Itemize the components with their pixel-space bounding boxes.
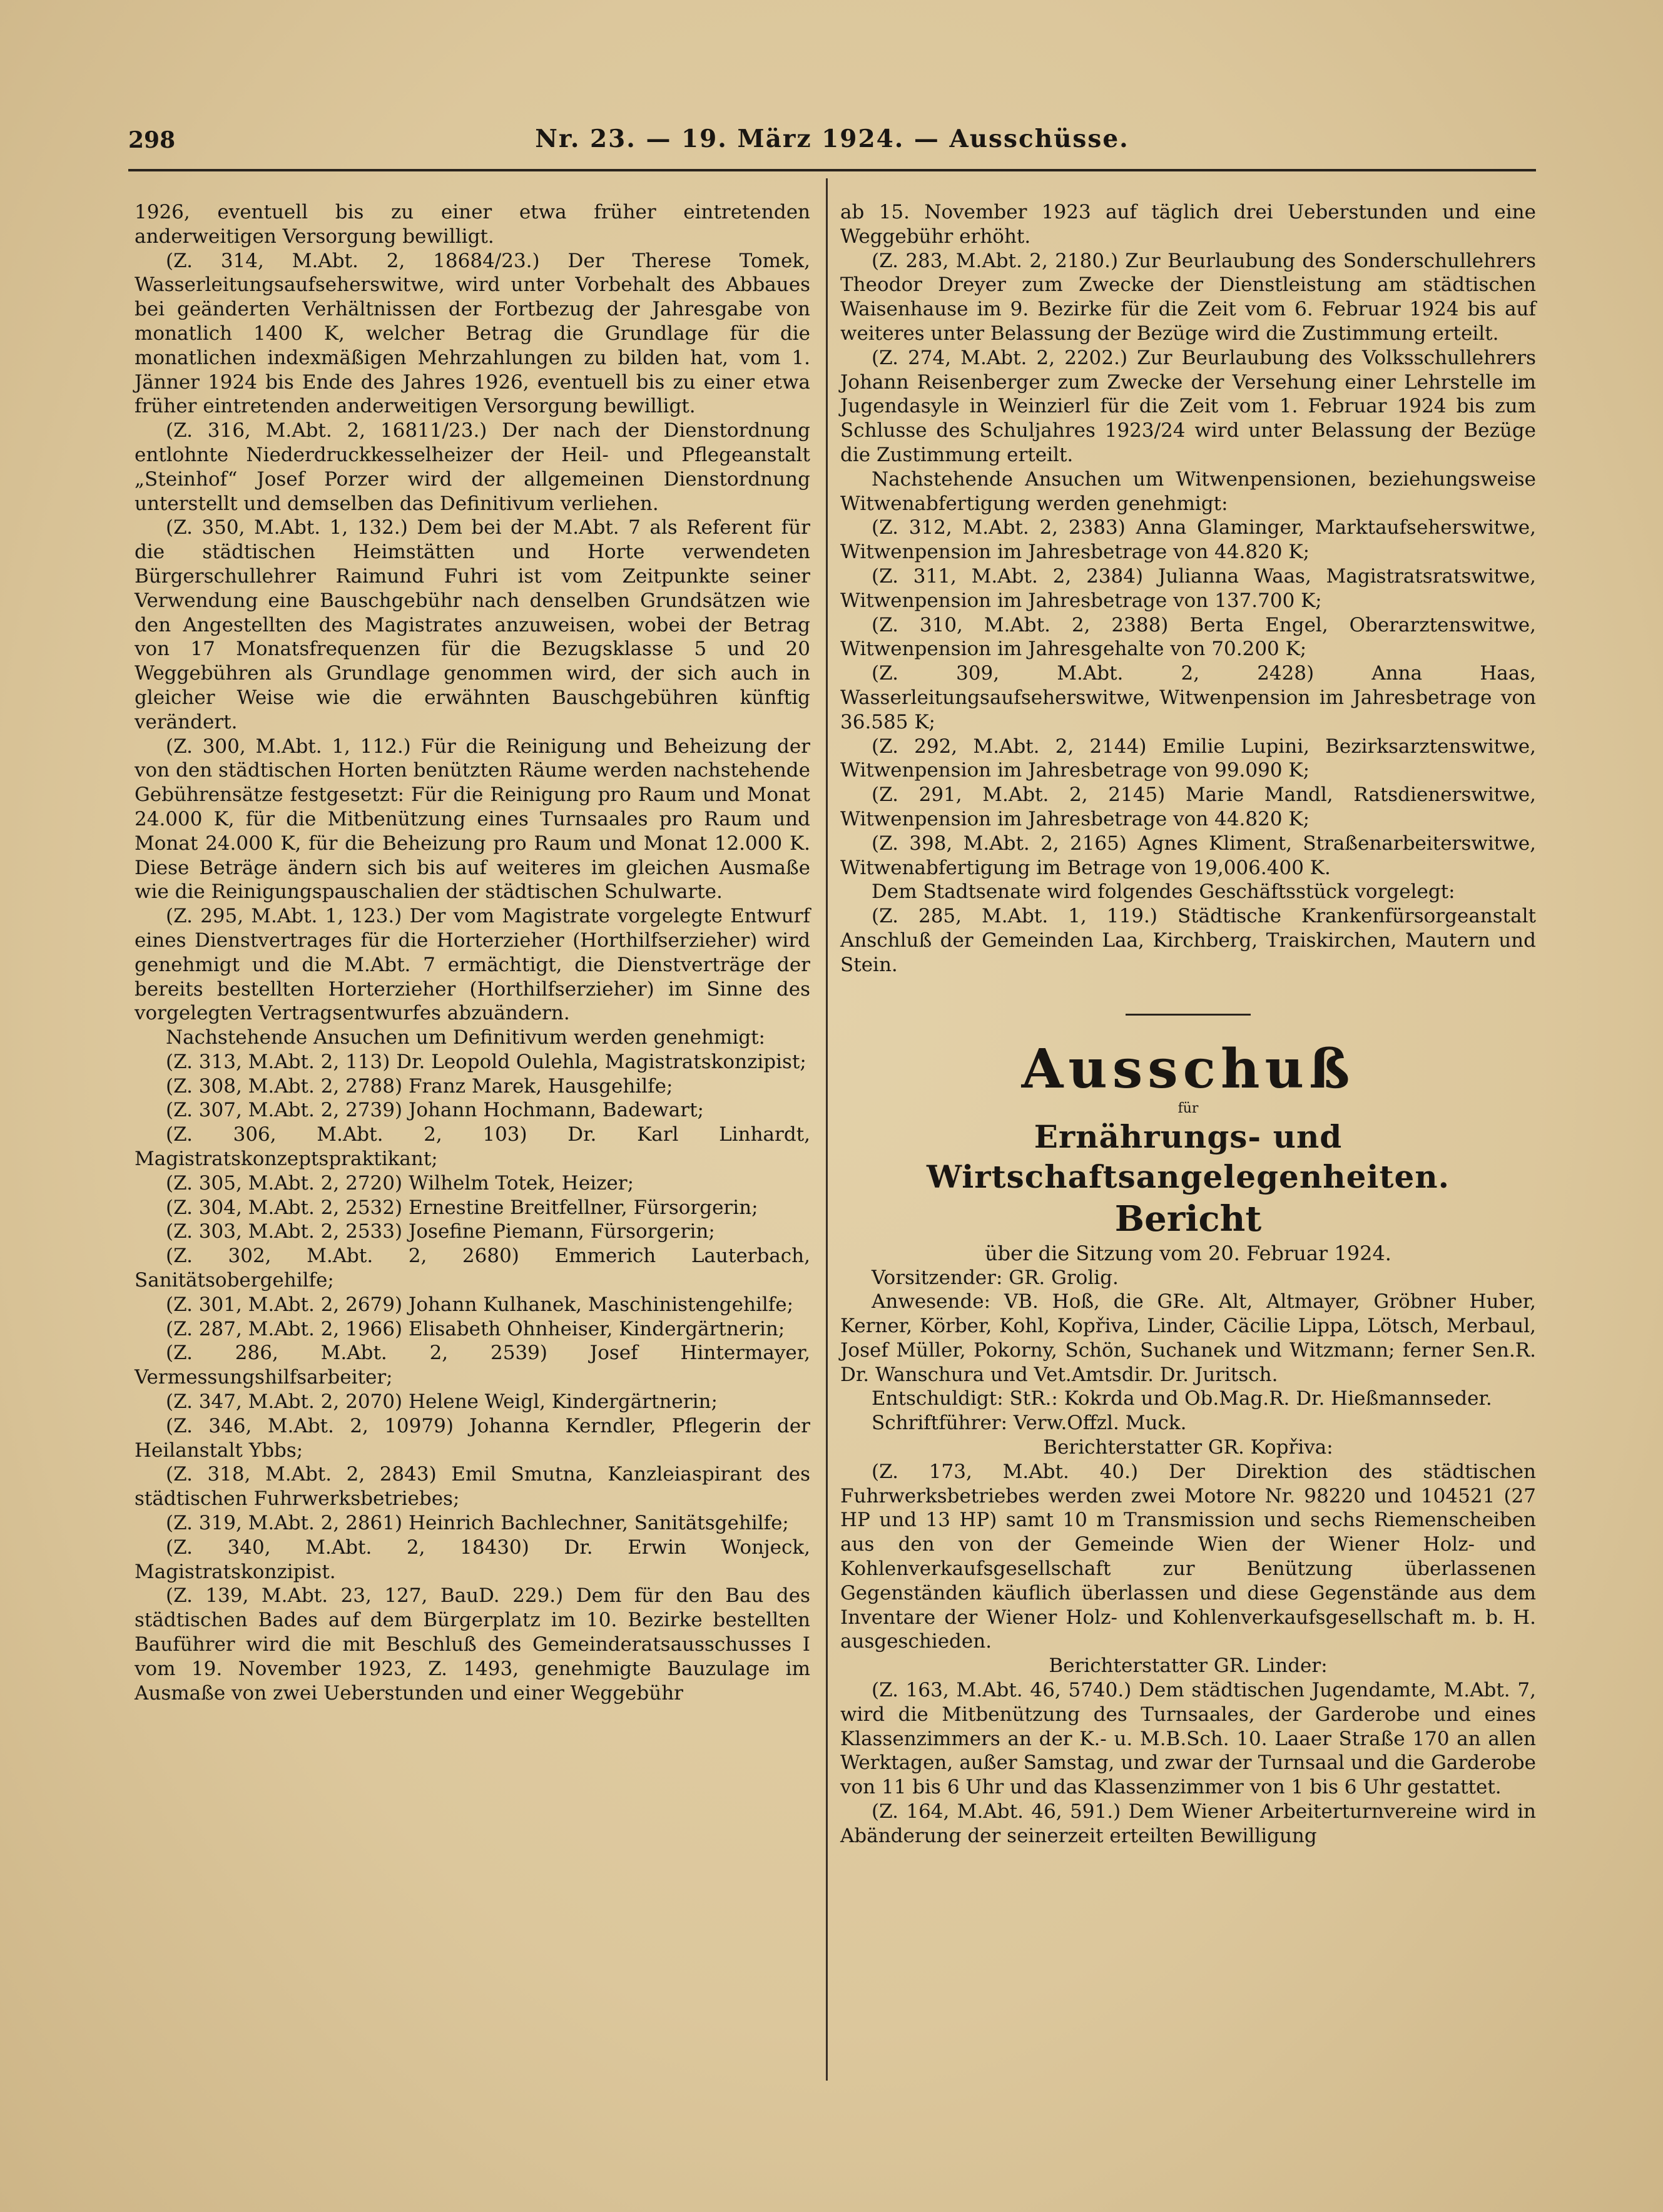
list-item: (Z. 302, M.Abt. 2, 2680) Emmerich Lauterbach, Sanitätsobergehilfe;: [135, 1245, 810, 1292]
list-item: (Z. 303, M.Abt. 2, 2533) Josefine Piemann, Fürsorgerin;: [166, 1220, 715, 1243]
committee-heading: [840, 1038, 1536, 1266]
list-item: (Z. 310, M.Abt. 2, 2388) Berta Engel, Oberarztenswitwe, Witwenpension im Jahresgehalte von 70.200 K;: [840, 613, 1536, 661]
rapporteur-heading: Berichterstatter GR. Kopřiva:: [1043, 1436, 1333, 1459]
list-item: (Z. 307, M.Abt. 2, 2739) Johann Hochmann, Badewart;: [166, 1099, 704, 1122]
list-item: (Z. 286, M.Abt. 2, 2539) Josef Hintermayer, Vermessungshilfsarbeiter;: [135, 1342, 810, 1389]
paragraph: 1926, eventuell bis zu einer etwa früher eintretenden anderweitigen Versorgung bewilligt.: [135, 201, 810, 248]
paragraph: (Z. 164, M.Abt. 46, 591.) Dem Wiener Arbeiterturnvereine wird in Abänderung der seinerzeit erteilten Bewilligung: [840, 1800, 1536, 1847]
list-item: (Z. 304, M.Abt. 2, 2532) Ernestine Breitfellner, Fürsorgerin;: [166, 1196, 758, 1219]
list-item: (Z. 308, M.Abt. 2, 2788) Franz Marek, Hausgehilfe;: [166, 1074, 673, 1098]
list-item: (Z. 346, M.Abt. 2, 10979) Johanna Kerndler, Pflegerin der Heilanstalt Ybbs;: [135, 1414, 810, 1462]
paragraph: (Z. 173, M.Abt. 40.) Der Direktion des städtischen Fuhrwerksbetriebes werden zwei Motore Nr. 98220 und 104521 (27 HP und 13 HP) samt 10 m Transmission und sechs Riemenscheiben aus den von der Gemeinde Wien der Wiener Holz- und Kohlenverkaufsgesellschaft zur Benützung überlassenen Gegenständen käuflich überlassen und diese Gegenstände aus dem Inventare der Wiener Holz- und Kohlenverkaufsgesellschaft m. b. H. ausgeschieden.: [840, 1460, 1536, 1653]
header-rule: [128, 169, 1536, 171]
list-item: (Z. 287, M.Abt. 2, 1966) Elisabeth Ohnheiser, Kindergärtnerin;: [166, 1317, 785, 1340]
list-item: (Z. 292, M.Abt. 2, 2144) Emilie Lupini, Bezirksarztenswitwe, Witwenpension im Jahresbetrage von 99.090 K;: [840, 735, 1536, 782]
right-column: [840, 200, 1536, 1848]
paragraph: (Z. 295, M.Abt. 1, 123.) Der vom Magistrate vorgelegte Entwurf eines Dienstvertrages für die Horterzieher (Horthilfserzieher) wird genehmigt und die M.Abt. 7 ermächtigt, die Dienstverträge der bereits bestellten Horterzieher (Horthilfserzieher) im Sinne des vorgelegten Vertragsentwurfes abzuändern.: [135, 905, 810, 1025]
paragraph: Dem Stadtsenate wird folgendes Geschäftsstück vorgelegt:: [872, 880, 1455, 904]
report-title: Bericht: [1114, 1198, 1262, 1240]
paragraph: (Z. 139, M.Abt. 23, 127, BauD. 229.) Dem für den Bau des städtischen Bades auf dem Bürgerplatz im 10. Bezirke bestellten Bauführer wird die mit Beschluß des Gemeinderatsausschusses I vom 19. November 1923, Z. 1493, genehmigte Bauzulage im Ausmaße von zwei Ueberstunden und einer Weggebühr: [135, 1584, 810, 1705]
paragraph: Nachstehende Ansuchen um Witwenpensionen, beziehungsweise Witwenabfertigung werden genehmigt:: [840, 467, 1536, 515]
paragraph: Nachstehende Ansuchen um Definitivum werden genehmigt:: [166, 1026, 765, 1049]
list-item: (Z. 309, M.Abt. 2, 2428) Anna Haas, Wasserleitungsaufseherswitwe, Witwenpension im Jahresbetrage von 36.585 K;: [840, 662, 1536, 733]
paragraph: (Z. 314, M.Abt. 2, 18684/23.) Der Therese Tomek, Wasserleitungsaufseherswitwe, wird unter Vorbehalt des Abbaues bei geänderten Verhältnissen der Fortbezug der Jahresgabe von monatlich 1400 K, welcher Betrag die Grundlage für die monatlichen indexmäßigen Mehrzahlungen zu bilden hat, vom 1. Jänner 1924 bis Ende des Jahres 1926, eventuell bis zu einer etwa früher eintretenden anderweitigen Versorgung bewilligt.: [135, 249, 810, 418]
attendees-paragraph: Anwesende: VB. Hoß, die GRe. Alt, Altmayer, Gröbner Huber, Kerner, Körber, Kohl, Kopřiva, Linder, Cäcilie Lippa, Lötsch, Merbaul, Josef Müller, Pokorny, Schön, Suchanek und Witzmann; ferner Sen.R. Dr. Wanschura und Vet.Amtsdir. Dr. Juritsch.: [840, 1290, 1536, 1386]
list-item: (Z. 311, M.Abt. 2, 2384) Julianna Waas, Magistratsratswitwe, Witwenpension im Jahresbetrage von 137.700 K;: [840, 564, 1536, 612]
section-divider: [1126, 1014, 1251, 1016]
paragraph: (Z. 283, M.Abt. 2, 2180.) Zur Beurlaubung des Sonderschullehrers Theodor Dreyer zum Zwecke der Dienstleistung am städtischen Waisenhause im 9. Bezirke für die Zeit vom 6. Februar 1924 bis auf weiteres unter Belassung der Bezüge wird die Zustimmung erteilt.: [840, 249, 1536, 345]
paragraph: (Z. 285, M.Abt. 1, 119.) Städtische Krankenfürsorgeanstalt Anschluß der Gemeinden Laa, Kirchberg, Traiskirchen, Mautern und Stein.: [840, 905, 1536, 976]
rapporteur-heading: Berichterstatter GR. Linder:: [1049, 1654, 1328, 1678]
paragraph: (Z. 163, M.Abt. 46, 5740.) Dem städtischen Jugendamte, M.Abt. 7, wird die Mitbenützung des Turnsaales, der Garderobe und eines Klassenzimmers an der K.- u. M.B.Sch. 10. Laaer Straße 170 an allen Werktagen, außer Samstag, und zwar der Turnsaal und die Garderobe von 11 bis 6 Uhr und das Klassenzimmer von 1 bis 6 Uhr gestattet.: [840, 1679, 1536, 1799]
list-item: (Z. 312, M.Abt. 2, 2383) Anna Glaminger, Marktaufseherswitwe, Witwenpension im Jahresbetrage von 44.820 K;: [840, 516, 1536, 564]
list-item: (Z. 340, M.Abt. 2, 18430) Dr. Erwin Wonjeck, Magistratskonzipist.: [135, 1536, 810, 1583]
list-item: (Z. 398, M.Abt. 2, 2165) Agnes Kliment, Straßenarbeiterswitwe, Witwenabfertigung im Betrage von 19,006.400 K.: [840, 832, 1536, 879]
paragraph: (Z. 350, M.Abt. 1, 132.) Dem bei der M.Abt. 7 als Referent für die städtischen Heimstätten und Horte verwendeten Bürgerschullehrer Raimund Fuhri ist vom Zeitpunkte seiner Verwendung eine Bauschgebühr nach denselben Grundsätzen wie den Angestellten des Magistrates anzuweisen, wobei der Betrag von 17 Monatsfrequenzen für die Bezugsklasse 5 und 20 Weggebühren als Grundlage genommen wird, der sich auch in gleicher Weise wie die erwähnten Bauschgebühren künftig verändert.: [135, 516, 810, 733]
session-date: über die Sitzung vom 20. Februar 1924.: [985, 1241, 1391, 1265]
excused-line: Entschuldigt: StR.: Kokrda und Ob.Mag.R. Dr. Hießmannseder.: [872, 1387, 1492, 1410]
list-item: (Z. 318, M.Abt. 2, 2843) Emil Smutna, Kanzleiaspirant des städtischen Fuhrwerksbetriebes;: [135, 1463, 810, 1511]
committee-subtitle: Ernährungs- und Wirtschaftsangelegenheiten.: [926, 1118, 1450, 1195]
page-header: [128, 122, 1536, 160]
chairman-line: Vorsitzender: GR. Grolig.: [872, 1266, 1119, 1289]
list-item: (Z. 305, M.Abt. 2, 2720) Wilhelm Totek, Heizer;: [166, 1171, 634, 1195]
paragraph: (Z. 300, M.Abt. 1, 112.) Für die Reinigung und Beheizung der von den städtischen Horten benützten Räume werden nachstehende Gebührensätze festgesetzt: Für die Reinigung pro Raum und Monat 24.000 K, für die Mitbenützung eines Turnsaales pro Raum und Monat 24.000 K, für die Beheizung pro Raum und Monat 12.000 K. Diese Beträge ändern sich bis auf weiteres im gleichen Ausmaße wie die Reinigungspauschalien der städtischen Schulwarte.: [135, 735, 810, 904]
list-item: (Z. 347, M.Abt. 2, 2070) Helene Weigl, Kindergärtnerin;: [166, 1390, 718, 1414]
paragraph: ab 15. November 1923 auf täglich drei Ueberstunden und eine Weggebühr erhöht.: [840, 201, 1536, 248]
list-item: (Z. 301, M.Abt. 2, 2679) Johann Kulhanek, Maschinistengehilfe;: [166, 1293, 794, 1316]
committee-fuer: für: [1177, 1100, 1199, 1116]
column-divider: [826, 178, 828, 2081]
page-number: 298: [128, 127, 176, 153]
running-head: Nr. 23. — 19. März 1924. — Ausschüsse.: [535, 125, 1129, 153]
list-item: (Z. 306, M.Abt. 2, 103) Dr. Karl Linhardt, Magistratskonzeptspraktikant;: [135, 1123, 810, 1171]
list-item: (Z. 313, M.Abt. 2, 113) Dr. Leopold Oulehla, Magistratskonzipist;: [166, 1050, 806, 1073]
committee-title: Ausschuß: [1021, 1037, 1355, 1101]
paragraph: (Z. 274, M.Abt. 2, 2202.) Zur Beurlaubung des Volksschullehrers Johann Reisenberger zum Zwecke der Versehung einer Lehrstelle im Jugendasyle in Weinzierl für die Zeit vom 1. Februar 1924 bis zum Schlusse des Schuljahres 1923/24 wird unter Belassung der Bezüge die Zustimmung erteilt.: [840, 346, 1536, 466]
paragraph: (Z. 316, M.Abt. 2, 16811/23.) Der nach der Dienstordnung entlohnte Niederdruckkesselheizer der Heil- und Pflegeanstalt „Steinhof“ Josef Porzer wird der allgemeinen Dienstordnung unterstellt und demselben das Definitivum verliehen.: [135, 419, 810, 515]
list-item: (Z. 319, M.Abt. 2, 2861) Heinrich Bachlechner, Sanitätsgehilfe;: [166, 1512, 789, 1535]
left-column: [135, 200, 810, 1705]
list-item: (Z. 291, M.Abt. 2, 2145) Marie Mandl, Ratsdienerswitwe, Witwenpension im Jahresbetrage von 44.820 K;: [840, 783, 1536, 830]
secretary-line: Schriftführer: Verw.Offzl. Muck.: [872, 1412, 1187, 1435]
